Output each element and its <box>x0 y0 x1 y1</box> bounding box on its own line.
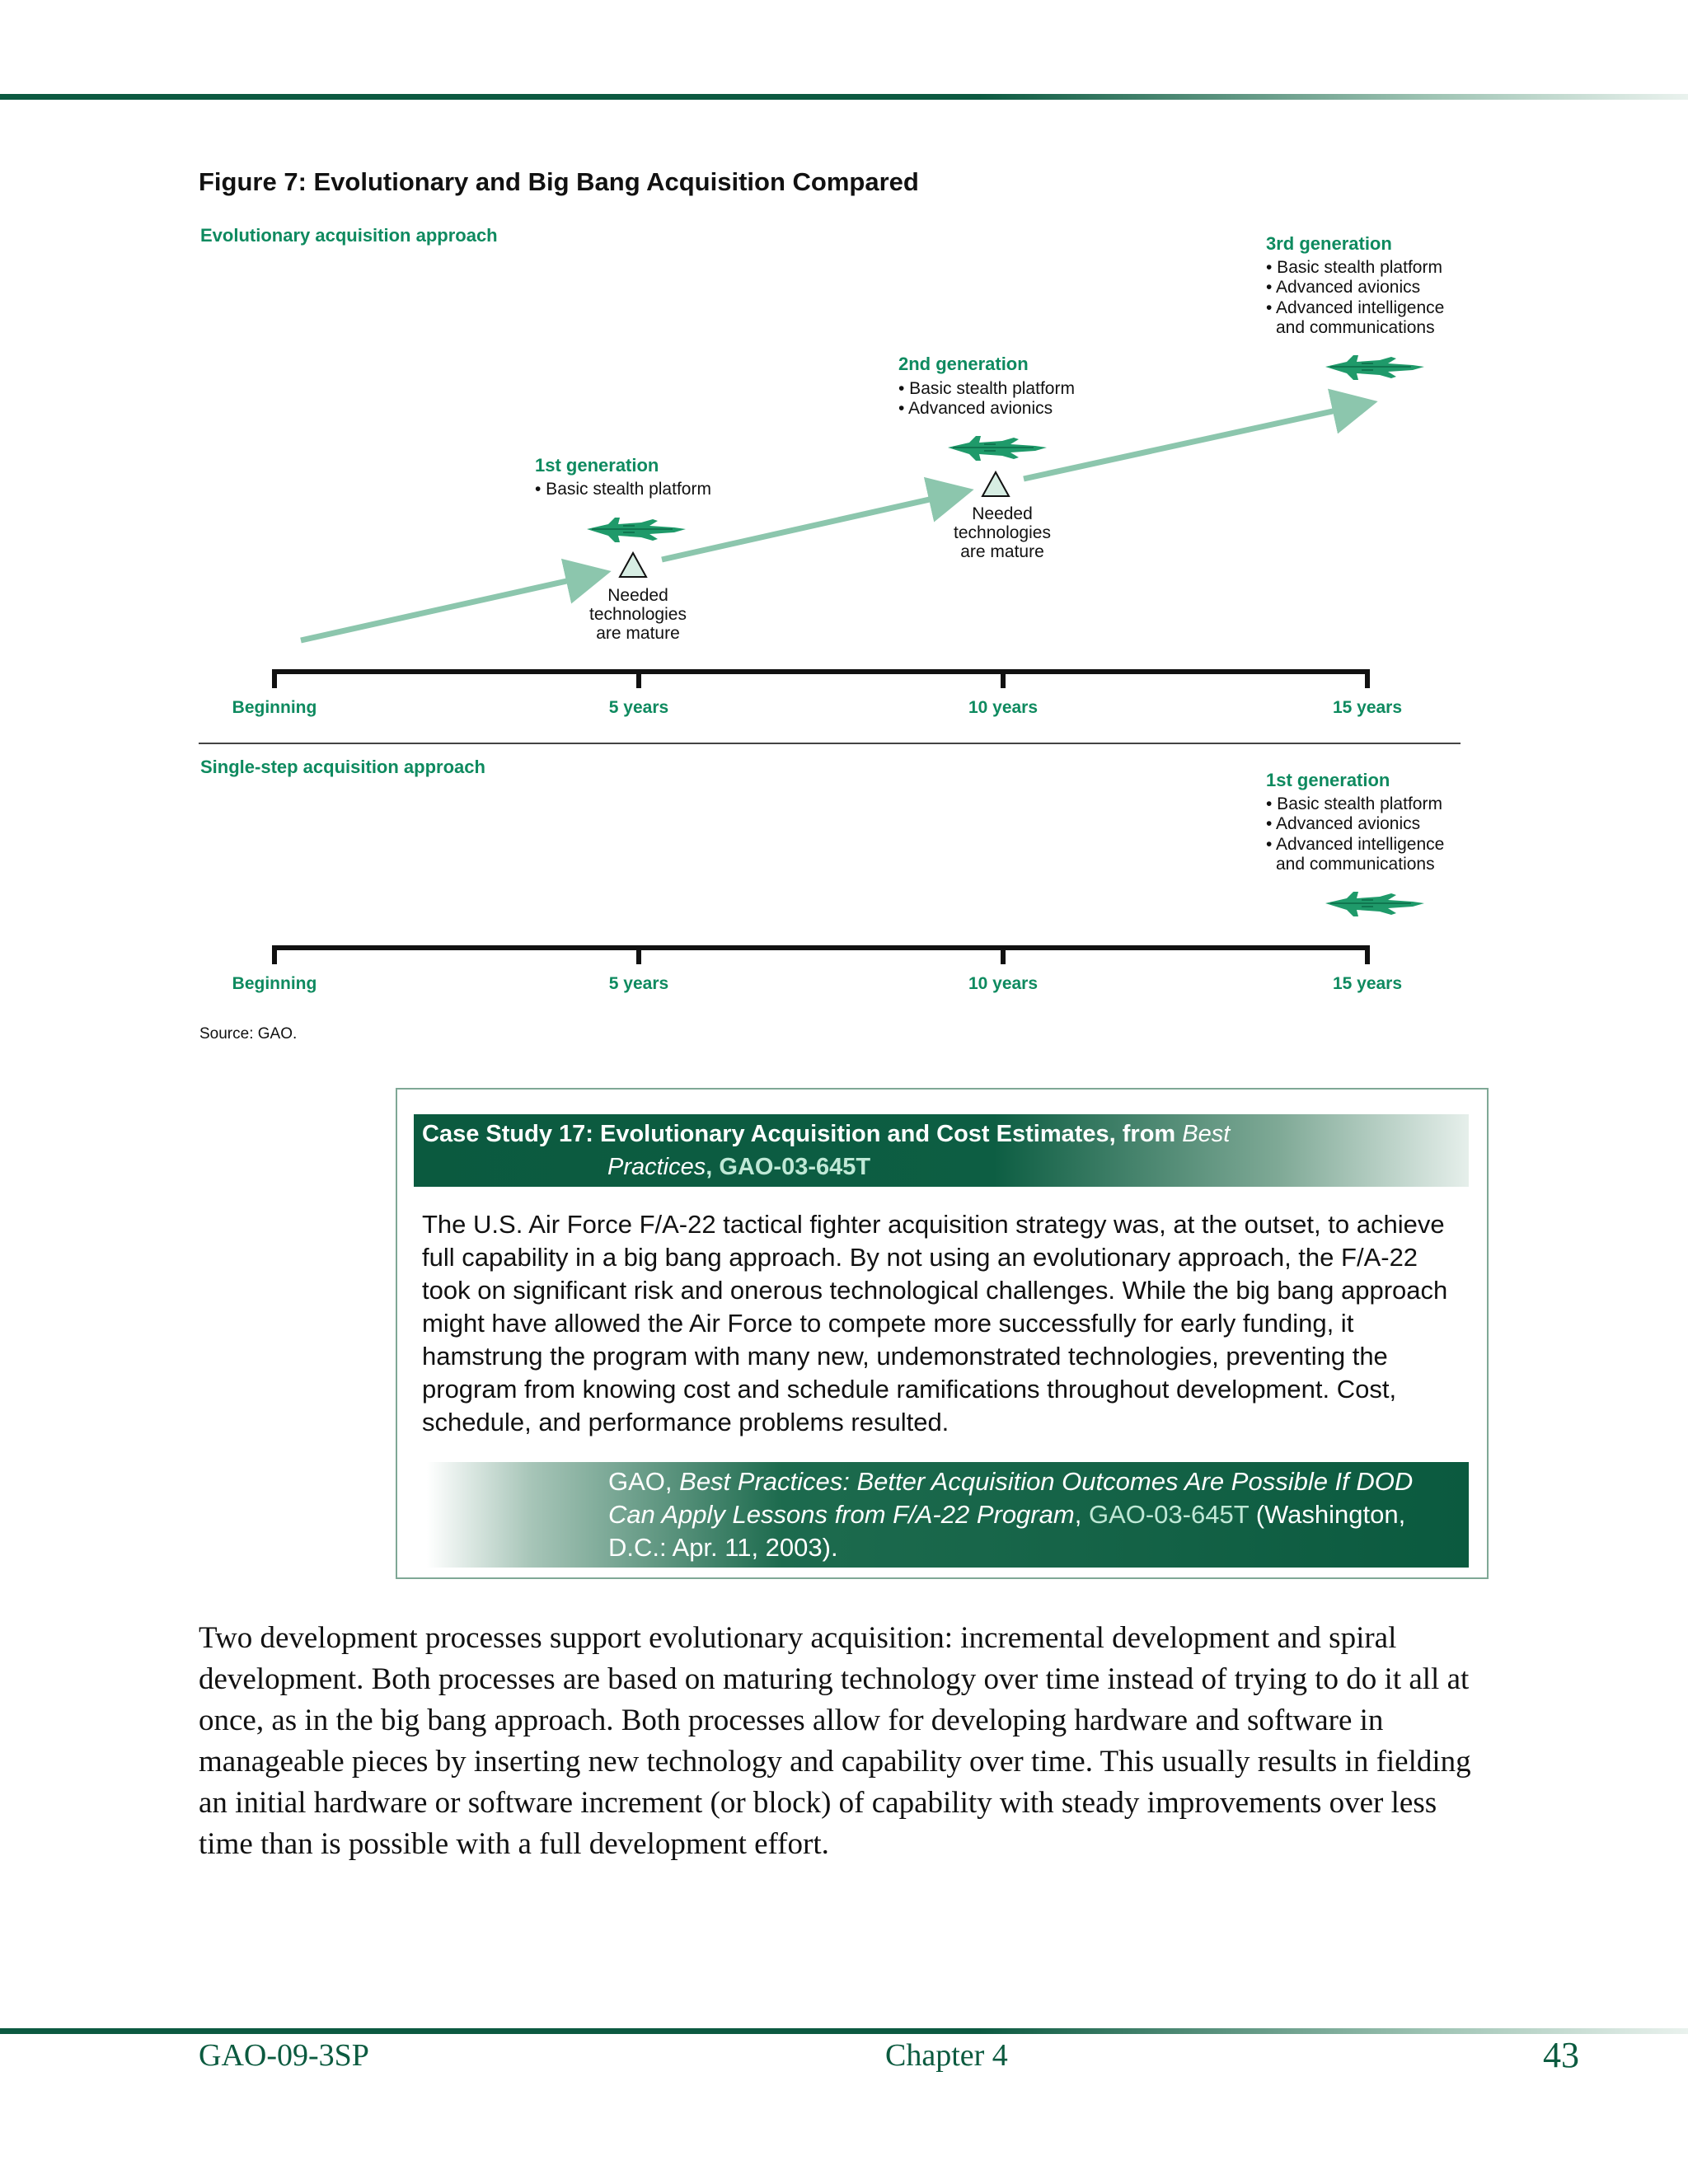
case-study-title-line1 <box>422 1118 1461 1151</box>
milestone-note: are mature <box>960 542 1044 561</box>
timeline-label: 15 years <box>1332 698 1403 717</box>
gen1-bullet: • Basic stealth platform <box>535 480 711 499</box>
evolutionary-label: Evolutionary acquisition approach <box>200 225 498 246</box>
gen3-bullet: and communications <box>1276 318 1435 337</box>
timeline-label: 10 years <box>968 698 1039 717</box>
gen3-bullet: • Advanced avionics <box>1266 278 1421 297</box>
single-step-label: Single-step acquisition approach <box>200 757 485 777</box>
milestone-note: are mature <box>596 624 680 643</box>
footer-report-id: GAO-09-3SP <box>199 2038 369 2073</box>
footer-page-number: 43 <box>1543 2035 1579 2075</box>
case-study-title-line2 <box>422 1151 1461 1183</box>
jet-icon <box>1325 892 1424 916</box>
citation-suffix: (Washington, D.C.: Apr. 11, 2003). <box>608 1500 1406 1562</box>
citation-title: Best Practices: Better Acquisition Outcomes Are Possible If DOD Can Apply Lessons from F/A-22 Program <box>608 1467 1414 1529</box>
case-study-citation: GAO, Best Practices: Better Acquisition Outcomes Are Possible If DOD Can Apply Lessons from F/A-22 Program, GAO-03-645T (Washington, D.C.: Apr. 11, 2003). <box>427 1462 1469 1568</box>
body-paragraph: Two development processes support evolutionary acquisition: incremental development and spiral development. Both processes are based on maturing technology over time instead of trying to do it all at once, as in the big bang approach. Both processes allow for developing hardware and software in manageable pieces by inserting new technology and capability over time. This usually results in fielding an initial hardware or software increment (or block) of capability with steady improvements over less time than is possible with a full development effort. <box>199 1621 1471 1861</box>
milestone-note: Needed <box>972 504 1033 523</box>
case-study-title: Case Study 17: Evolutionary Acquisition and Cost Estimates, from <box>422 1121 1176 1147</box>
progress-arrow <box>1024 404 1367 479</box>
jet-icon <box>1325 355 1424 380</box>
gen3-bullet: • Advanced intelligence <box>1266 298 1445 317</box>
citation-code: GAO-03-645T <box>1088 1500 1250 1529</box>
milestone-note: technologies <box>954 523 1051 542</box>
timeline-label: Beginning <box>232 974 317 993</box>
single-gen-bullet: • Advanced avionics <box>1266 814 1421 833</box>
gen1-title: 1st generation <box>535 455 659 476</box>
case-study-title-italic: Practices <box>607 1154 706 1180</box>
timeline-label: Beginning <box>232 698 317 717</box>
progress-arrow <box>301 574 600 640</box>
case-study-title-italic: Best <box>1182 1121 1231 1147</box>
gen2-title: 2nd generation <box>898 354 1029 374</box>
case-study-code: , GAO-03-645T <box>706 1154 871 1180</box>
timeline-label: 10 years <box>968 974 1039 993</box>
gen3-bullet: • Basic stealth platform <box>1266 258 1442 277</box>
bottom-rule <box>0 2028 1688 2034</box>
jet-icon <box>587 518 686 542</box>
single-gen-bullet: • Basic stealth platform <box>1266 794 1442 813</box>
citation-prefix: GAO, <box>608 1467 673 1496</box>
acquisition-figure <box>0 0 1688 1063</box>
jet-icon <box>948 436 1047 461</box>
milestone-triangle-icon <box>620 553 646 577</box>
milestone-note: technologies <box>589 605 687 624</box>
progress-arrow <box>662 492 963 560</box>
figure-title: Figure 7: Evolutionary and Big Bang Acquisition Compared <box>199 167 919 196</box>
single-gen-bullet: • Advanced intelligence <box>1266 835 1445 854</box>
single-gen-bullet: and communications <box>1276 855 1435 874</box>
figure-source: Source: GAO. <box>199 1025 298 1043</box>
milestone-note: Needed <box>607 586 668 605</box>
single-gen-title: 1st generation <box>1266 770 1390 790</box>
milestone-triangle-icon <box>982 472 1009 496</box>
gen2-bullet: • Basic stealth platform <box>898 379 1075 398</box>
gen2-bullet: • Advanced avionics <box>898 399 1053 418</box>
case-study-header <box>414 1114 1469 1187</box>
case-study-body: The U.S. Air Force F/A-22 tactical fighter acquisition strategy was, at the outset, to achieve full capability in a big bang approach. By not using an evolutionary approach, the F/A-22 took on significant risk and onerous technological challenges. While the big bang approach might have allowed the Air Force to compete more successfully for early funding, it hamstrung the program with many new, undemonstrated technologies, preventing the program from knowing cost and schedule ramifications throughout development. Cost, schedule, and performance problems resulted. <box>422 1210 1448 1436</box>
footer-chapter: Chapter 4 <box>885 2038 1008 2073</box>
timeline-label: 5 years <box>608 974 669 993</box>
timeline-label: 5 years <box>608 698 669 717</box>
case-study-box <box>396 1088 1489 1579</box>
timeline-label: 15 years <box>1332 974 1403 993</box>
gen3-title: 3rd generation <box>1266 233 1392 254</box>
